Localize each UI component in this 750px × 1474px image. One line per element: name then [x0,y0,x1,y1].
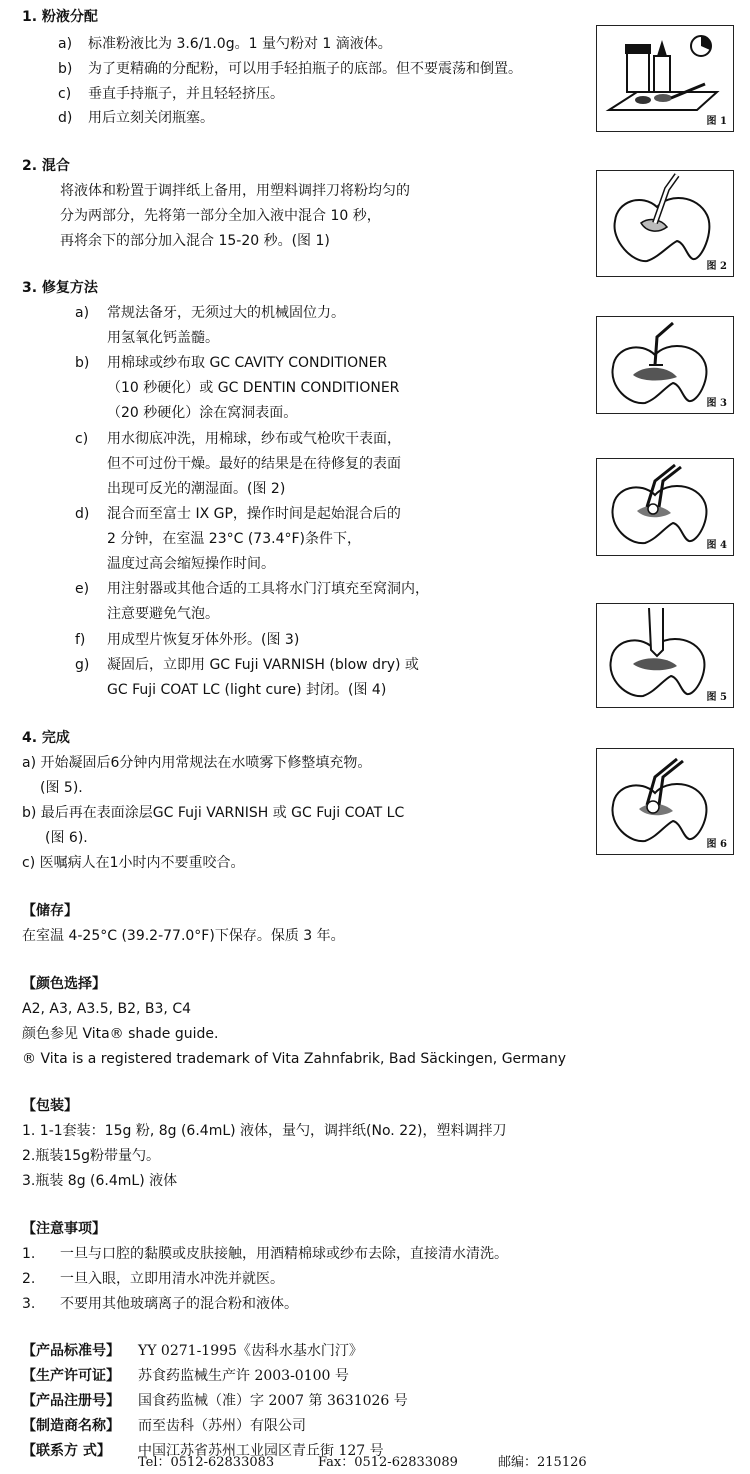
manufacturer-name: 而至齿科（苏州）有限公司 [138,1418,306,1434]
item-label: e) [75,581,90,597]
contact-address: 中国江苏省苏州工业园区青丘街 127 号 [138,1443,384,1459]
trademark-note: ® Vita is a registered trademark of Vita Zahnfabrik, Bad Säckingen, Germany [22,1051,567,1067]
item-label: c) [75,431,89,447]
section-2-line: 将液体和粉置于调拌纸上备用，用塑料调拌刀将粉均匀的 [60,183,410,199]
notice-number: 3. [22,1296,36,1312]
section-4-line: (图 5). [40,780,83,796]
section-4-line: b) 最后再在表面涂层GC Fuji VARNISH 或 GC Fuji COAT LC [22,805,405,821]
figure-caption: 图 2 [706,261,727,272]
section-4-line: a) 开始凝固后6分钟内用常规法在水喷雾下修整填充物。 [22,755,372,771]
color-guide: 颜色参见 Vita® shade guide. [22,1026,219,1042]
pack-line: 3.瓶装 8g (6.4mL) 液体 [22,1173,178,1189]
section-3-line: 注意要避免气泡。 [107,606,219,622]
item-label: a) [58,36,73,52]
section-3-line: 用棉球或纱布取 GC CAVITY CONDITIONER [107,355,388,371]
figure-6 [596,748,734,855]
item-label: b) [58,61,73,77]
item-label: a) [75,305,90,321]
figure-4 [596,458,734,556]
figure-caption: 图 3 [706,398,727,409]
section-4-line: (图 6). [45,830,88,846]
item-label: c) [58,86,72,102]
storage-text: 在室温 4-25°C (39.2-77.0°F)下保存。保质 3 年。 [22,928,345,944]
section-3-line: 用水彻底冲洗，用棉球，纱布或气枪吹干表面， [107,431,401,447]
figure-5 [596,603,734,708]
section-4-title: 4. 完成 [22,730,70,746]
figure-caption: 图 6 [706,839,727,850]
notice-number: 1. [22,1246,36,1262]
item-label: d) [58,110,73,126]
figure-2 [596,170,734,277]
figure-caption: 图 4 [706,540,727,551]
section-2-line: 分为两部分，先将第一部分全加入液中混合 10 秒， [60,208,381,224]
production-license: 苏食药监械生产许 2003-0100 号 [138,1368,349,1384]
product-key: 【生产许可证】 [22,1368,120,1384]
figure-3 [596,316,734,414]
section-3-line: GC Fuji COAT LC (light cure) 封闭。(图 4) [107,682,387,698]
section-1-item-b: 为了更精确的分配粉，可以用手轻拍瓶子的底部。但不要震荡和倒置。 [88,61,522,77]
section-1-item-a: 标准粉液比为 3.6/1.0g。1 量勺粉对 1 滴液体。 [88,36,392,52]
section-3-title: 3. 修复方法 [22,280,98,296]
section-3-line: 常规法备牙，无须过大的机械固位力。 [107,305,345,321]
section-3-line: 出现可反光的潮湿面。(图 2) [107,481,286,497]
item-label: f) [75,632,86,648]
product-key: 【制造商名称】 [22,1418,120,1434]
section-3-line: （10 秒硬化）或 GC DENTIN CONDITIONER [107,380,400,396]
section-1-item-d: 用后立刻关闭瓶塞。 [88,110,214,126]
color-shades: A2, A3, A3.5, B2, B3, C4 [22,1001,192,1017]
section-3-line: 用注射器或其他合适的工具将水门汀填充至窝洞内， [107,581,429,597]
item-label: d) [75,506,90,522]
section-2-title: 2. 混合 [22,158,70,174]
product-key: 【联系方 式】 [22,1443,111,1459]
section-3-line: 用成型片恢复牙体外形。(图 3) [107,632,300,648]
notice-item: 一旦与口腔的黏膜或皮肤接触，用酒精棉球或纱布去除，直接清水清洗。 [60,1246,508,1262]
product-key: 【产品标准号】 [22,1343,120,1359]
figure-caption: 图 1 [706,116,727,127]
section-2-line: 再将余下的部分加入混合 15-20 秒。(图 1) [60,233,330,249]
section-1-title: 1. 粉液分配 [22,9,98,25]
section-3-line: 2 分钟，在室温 23°C (73.4°F)条件下， [107,531,361,547]
product-standard: YY 0271-1995《齿科水基水门汀》 [138,1343,363,1359]
figure-caption: 图 5 [706,692,727,703]
registration-number: 国食药监械（准）字 2007 第 3631026 号 [138,1393,408,1409]
color-title: 【颜色选择】 [22,976,106,992]
item-label: g) [75,657,90,673]
section-3-line: （20 秒硬化）涂在窝洞表面。 [107,405,298,421]
section-3-line: 但不可过份干燥。最好的结果是在待修复的表面 [107,456,401,472]
pack-title: 【包装】 [22,1098,78,1114]
storage-title: 【储存】 [22,903,78,919]
notice-item: 一旦入眼，立即用清水冲洗并就医。 [60,1271,284,1287]
contact-zip: 邮编：215126 [498,1455,587,1470]
pack-line: 1. 1-1套装：15g 粉, 8g (6.4mL) 液体，量勺，调拌纸(No. 22)，塑料调拌刀 [22,1123,507,1139]
contact-fax: Fax：0512-62833089 [318,1455,458,1470]
section-3-line: 温度过高会缩短操作时间。 [107,556,275,572]
figure-1 [596,25,734,132]
product-key: 【产品注册号】 [22,1393,120,1409]
section-3-line: 凝固后，立即用 GC Fuji VARNISH (blow dry) 或 [107,657,419,673]
section-1-item-c: 垂直手持瓶子，并且轻轻挤压。 [88,86,284,102]
section-3-line: 混合而至富士 IX GP，操作时间是起始混合后的 [107,506,401,522]
contact-tel: Tel：0512-62833083 [138,1455,275,1470]
notice-item: 不要用其他玻璃离子的混合粉和液体。 [60,1296,298,1312]
notice-number: 2. [22,1271,36,1287]
section-3-line: 用氢氧化钙盖髓。 [107,330,219,346]
section-4-line: c) 医嘱病人在1小时内不要重咬合。 [22,855,245,871]
item-label: b) [75,355,90,371]
pack-line: 2.瓶装15g粉带量勺。 [22,1148,161,1164]
notice-title: 【注意事项】 [22,1221,106,1237]
